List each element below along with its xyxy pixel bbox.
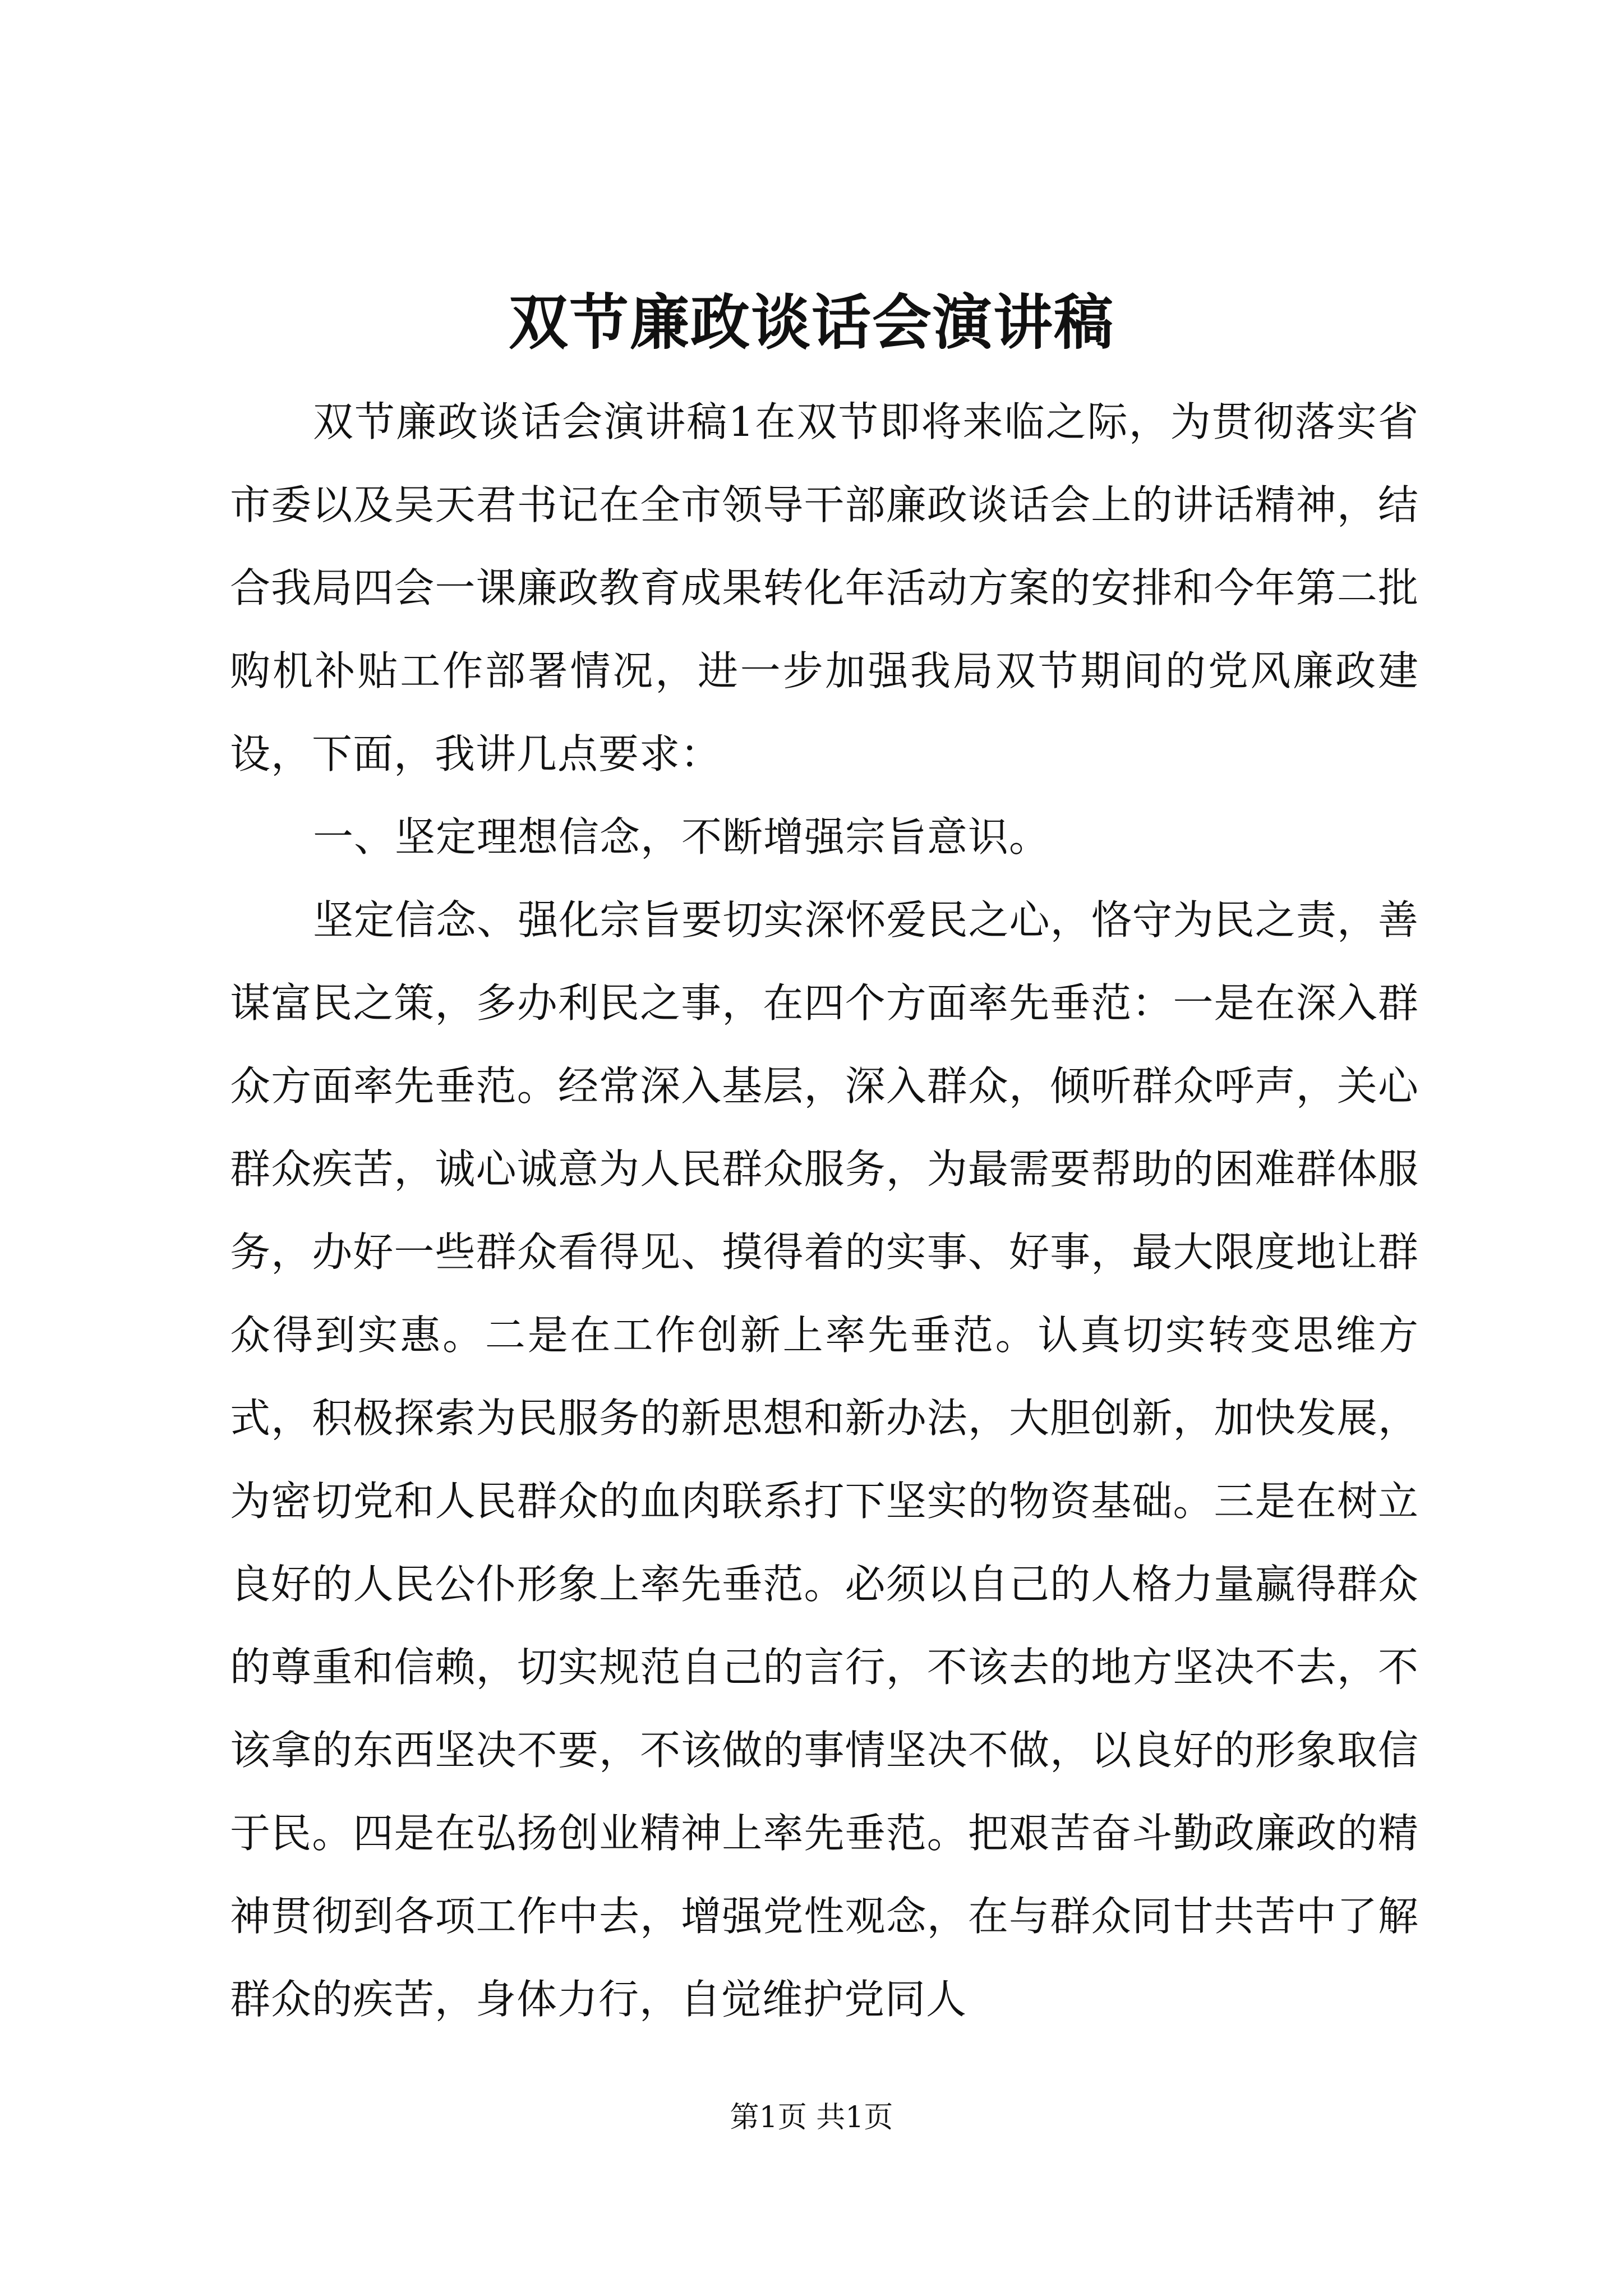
- document-body: [230, 380, 1419, 2041]
- document-title: 双节廉政谈话会演讲稿: [509, 287, 1114, 357]
- paragraph-intro: 双节廉政谈话会演讲稿1在双节即将来临之际，为贯彻落实省市委以及吴天君书记在全市领导干部廉政谈话会上的讲话精神，结合我局四会一课廉政教育成果转化年活动方案的安排和今年第二批购机补贴工作部署情况，进一步加强我局双节期间的党风廉政建设，下面，我讲几点要求：: [230, 398, 1419, 777]
- paragraph-main: 坚定信念、强化宗旨要切实深怀爱民之心，恪守为民之责，善谋富民之策，多办利民之事，在四个方面率先垂范：一是在深入群众方面率先垂范。经常深入基层，深入群众，倾听群众呼声，关心群众疾苦，诚心诚意为人民群众服务，为最需要帮助的困难群体服务，办好一些群众看得见、摸得着的实事、好事，最大限度地让群众得到实惠。二是在工作创新上率先垂范。认真切实转变思维方式，积极探索为民服务的新思想和新办法，大胆创新，加快发展，为密切党和人民群众的血肉联系打下坚实的物资基础。三是在树立良好的人民公仆形象上率先垂范。必须以自己的人格力量赢得群众的尊重和信赖，切实规范自己的言行，不该去的地方坚决不去，不该拿的东西坚决不要，不该做的事情坚决不做，以良好的形象取信于民。四是在弘扬创业精神上率先垂范。把艰苦奋斗勤政廉政的精神贯彻到各项工作中去，增强党性观念，在与群众同甘共苦中了解群众的疾苦，身体力行，自觉维护党同人: [230, 896, 1419, 2023]
- page-footer: 第1页 共1页: [730, 2101, 893, 2134]
- paragraph-heading-one: 一、坚定理想信念，不断增强宗旨意识。: [313, 813, 1050, 861]
